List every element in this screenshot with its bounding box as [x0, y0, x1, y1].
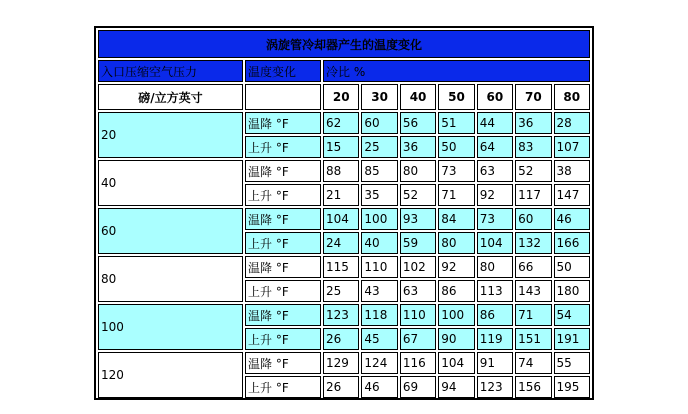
table-cell: 191: [554, 328, 590, 350]
table-cell: 117: [515, 184, 551, 206]
table-cell: 71: [438, 184, 474, 206]
table-row: [98, 256, 590, 278]
table-cell: 80: [477, 256, 513, 278]
cold-ratio-column-header: 60: [477, 84, 513, 110]
table-cell: 67: [400, 328, 436, 350]
table-cell: 88: [323, 160, 359, 182]
pressure-value: 20: [98, 112, 243, 158]
table-cell: 52: [515, 160, 551, 182]
table-cell: 21: [323, 184, 359, 206]
table-cell: 94: [438, 376, 474, 398]
pressure-value: 100: [98, 304, 243, 350]
table-row: [98, 352, 590, 374]
table-cell: 90: [438, 328, 474, 350]
temp-change-label: 上升 °F: [245, 376, 321, 398]
table-cell: 104: [477, 232, 513, 254]
table-cell: 24: [323, 232, 359, 254]
table-cell: 62: [323, 112, 359, 134]
table-cell: 110: [361, 256, 397, 278]
table-cell: 74: [515, 352, 551, 374]
table-cell: 195: [554, 376, 590, 398]
table-row: [98, 112, 590, 134]
table-cell: 73: [477, 208, 513, 230]
temp-change-label: 温降 °F: [245, 160, 321, 182]
table-cell: 119: [477, 328, 513, 350]
table-cell: 36: [515, 112, 551, 134]
table-cell: 100: [438, 304, 474, 326]
table-cell: 86: [438, 280, 474, 302]
table-row: [98, 160, 590, 182]
table-cell: 60: [515, 208, 551, 230]
table-cell: 35: [361, 184, 397, 206]
table-cell: 123: [477, 376, 513, 398]
table-cell: 52: [400, 184, 436, 206]
table-cell: 71: [515, 304, 551, 326]
temp-change-label: 上升 °F: [245, 280, 321, 302]
table-cell: 46: [361, 376, 397, 398]
table-row: [98, 304, 590, 326]
column-header-row: [98, 84, 590, 110]
table-cell: 85: [361, 160, 397, 182]
table-cell: 56: [400, 112, 436, 134]
table-cell: 54: [554, 304, 590, 326]
temperature-change-table: [96, 28, 592, 400]
pressure-header: 入口压缩空气压力: [98, 60, 243, 82]
table-cell: 83: [515, 136, 551, 158]
table-cell: 59: [400, 232, 436, 254]
cold-ratio-column-header: 40: [400, 84, 436, 110]
temp-change-label: 上升 °F: [245, 184, 321, 206]
cold-ratio-column-header: 50: [438, 84, 474, 110]
table-cell: 166: [554, 232, 590, 254]
table-cell: 45: [361, 328, 397, 350]
table-cell: 102: [400, 256, 436, 278]
table-cell: 92: [477, 184, 513, 206]
table-cell: 38: [554, 160, 590, 182]
temp-change-header: 温度变化: [245, 60, 321, 82]
table-cell: 25: [361, 136, 397, 158]
table-cell: 50: [554, 256, 590, 278]
table-cell: 156: [515, 376, 551, 398]
table-cell: 26: [323, 328, 359, 350]
table-title: 涡旋管冷却器产生的温度变化: [98, 30, 590, 58]
table-cell: 25: [323, 280, 359, 302]
table-cell: 104: [323, 208, 359, 230]
temp-change-label: 温降 °F: [245, 112, 321, 134]
table-cell: 113: [477, 280, 513, 302]
table-cell: 63: [477, 160, 513, 182]
table-cell: 26: [323, 376, 359, 398]
table-cell: 110: [400, 304, 436, 326]
table-cell: 143: [515, 280, 551, 302]
table-cell: 63: [400, 280, 436, 302]
table-cell: 44: [477, 112, 513, 134]
table-cell: 86: [477, 304, 513, 326]
table-cell: 104: [438, 352, 474, 374]
temp-change-label: 上升 °F: [245, 328, 321, 350]
cold-ratio-header: 冷比 %: [323, 60, 590, 82]
table-cell: 123: [323, 304, 359, 326]
table-cell: 64: [477, 136, 513, 158]
table-cell: 132: [515, 232, 551, 254]
table-cell: 80: [400, 160, 436, 182]
table-cell: 80: [438, 232, 474, 254]
cold-ratio-column-header: 70: [515, 84, 551, 110]
pressure-value: 60: [98, 208, 243, 254]
header-row: [98, 60, 590, 82]
table-cell: 28: [554, 112, 590, 134]
table-cell: 93: [400, 208, 436, 230]
cold-ratio-column-header: 20: [323, 84, 359, 110]
unit-label: 磅/立方英寸: [98, 84, 243, 110]
table-cell: 15: [323, 136, 359, 158]
table-cell: 60: [361, 112, 397, 134]
table-cell: 100: [361, 208, 397, 230]
table-cell: 36: [400, 136, 436, 158]
table-cell: 147: [554, 184, 590, 206]
table-cell: 124: [361, 352, 397, 374]
table-cell: 50: [438, 136, 474, 158]
table-cell: 92: [438, 256, 474, 278]
table-cell: 115: [323, 256, 359, 278]
temp-change-label: 温降 °F: [245, 304, 321, 326]
temp-change-label: 温降 °F: [245, 256, 321, 278]
table-cell: 180: [554, 280, 590, 302]
table-cell: 151: [515, 328, 551, 350]
table-cell: 91: [477, 352, 513, 374]
table-cell: 43: [361, 280, 397, 302]
table-cell: 84: [438, 208, 474, 230]
cold-ratio-column-header: 30: [361, 84, 397, 110]
temp-change-label: 上升 °F: [245, 136, 321, 158]
title-row: [98, 30, 590, 58]
temp-change-label: 温降 °F: [245, 208, 321, 230]
table-cell: 40: [361, 232, 397, 254]
table-cell: 66: [515, 256, 551, 278]
table-cell: 69: [400, 376, 436, 398]
table-cell: 107: [554, 136, 590, 158]
table-cell: 73: [438, 160, 474, 182]
table-cell: 46: [554, 208, 590, 230]
cold-ratio-column-header: 80: [554, 84, 590, 110]
table-cell: 116: [400, 352, 436, 374]
temp-change-label: 温降 °F: [245, 352, 321, 374]
pressure-value: 80: [98, 256, 243, 302]
table-cell: 51: [438, 112, 474, 134]
pressure-value: 40: [98, 160, 243, 206]
table-cell: 118: [361, 304, 397, 326]
table-row: [98, 208, 590, 230]
temp-change-label: 上升 °F: [245, 232, 321, 254]
blank-header-cell: [245, 84, 321, 110]
table-cell: 129: [323, 352, 359, 374]
table-cell: 55: [554, 352, 590, 374]
pressure-value: 120: [98, 352, 243, 398]
table-frame: [94, 26, 594, 400]
